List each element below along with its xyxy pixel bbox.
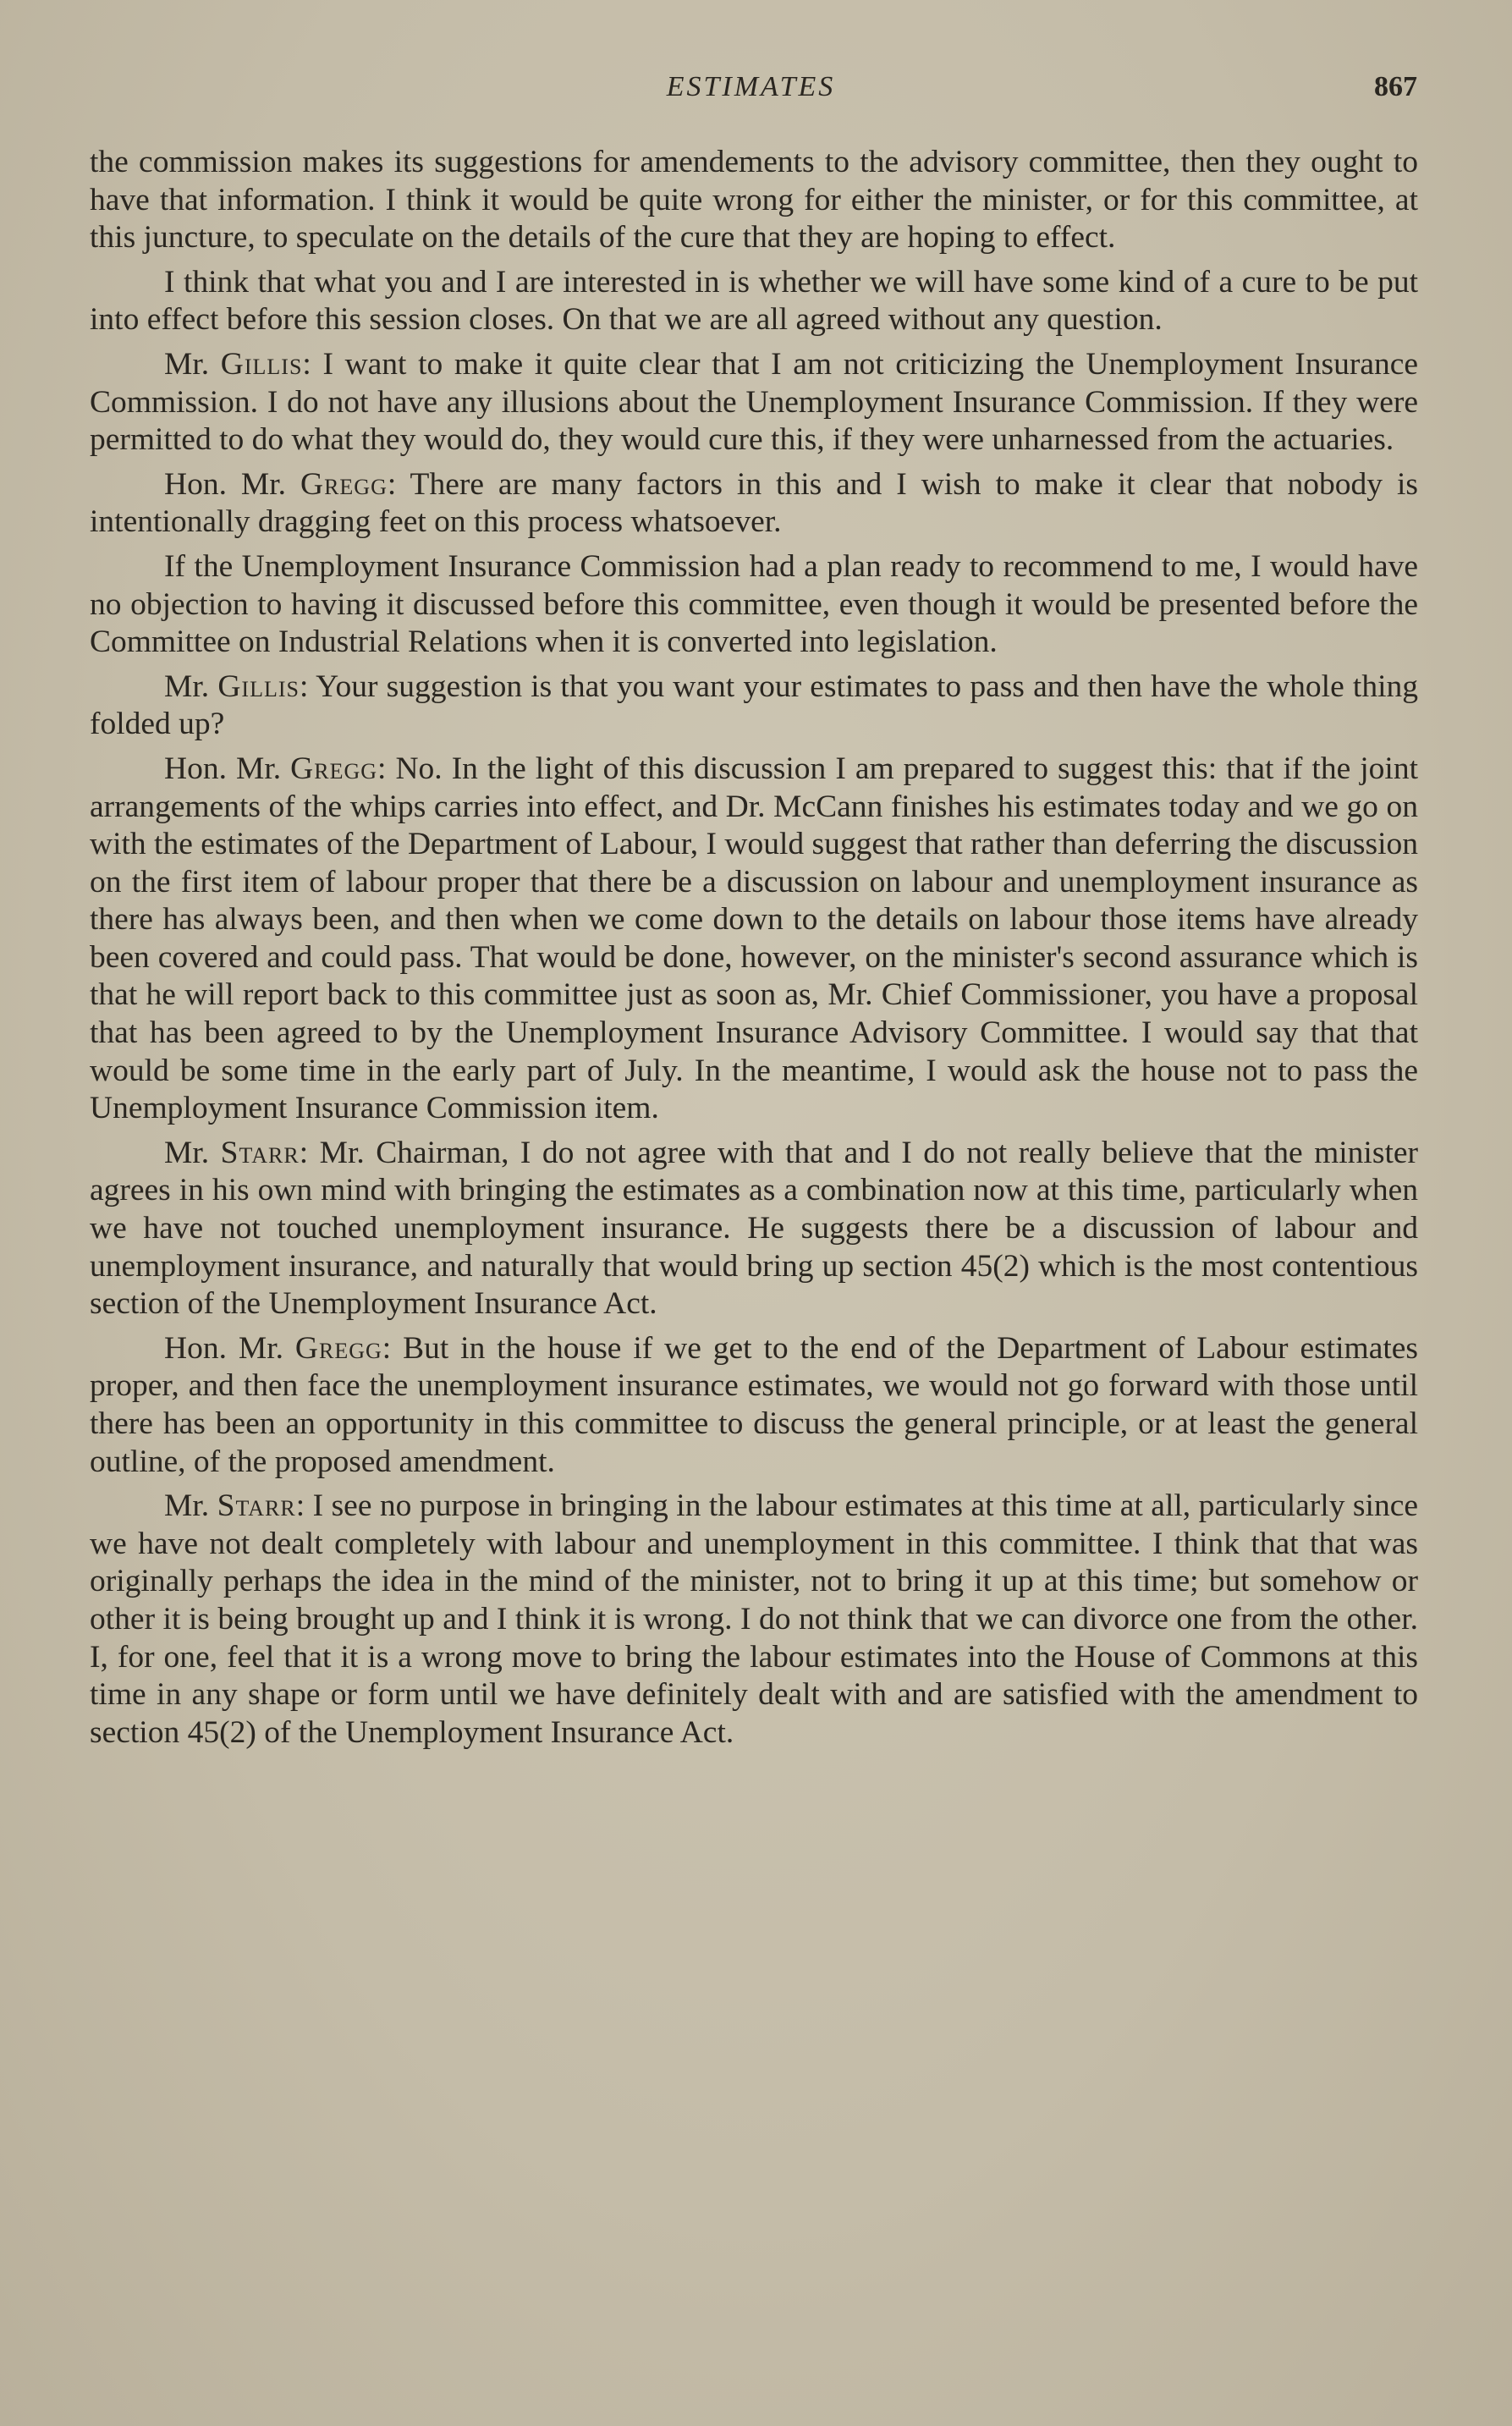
speaker-prefix: Mr. [164,1135,221,1170]
paragraph-text: : I see no purpose in bringing in the labour estimates at this time at all, particularly since we have not dealt completely with labour and unemployment in this committee. I think that that was originally perhaps the idea in the mind of the minister, not to bring it up at this time; but somehow or other it is being brought up and I think it is wrong. I do not think that we can divorce one from the other. I, for one, feel that it is a wrong move to bring the labour estimates into the House of Commons at this time in any shape or form until we have definitely dealt with and are satisfied with the amendment to section 45(2) of the Unemployment Insurance Act. [90,1488,1418,1750]
paragraph-text: : I want to make it quite clear that I am not criticizing the Unemployment Insurance Commission. I do not have any illusions about the Unemployment Insurance Commission. If they were permitted to do what they would do, they would cure this, if they were unharnessed from the actuaries. [90,346,1418,458]
speaker-name: Gregg [294,1330,382,1366]
speaker-prefix: Hon. Mr. [164,1330,295,1366]
paragraph [90,264,1418,339]
speaker-prefix: Mr. [164,346,221,382]
paragraph-text: : But in the house if we get to the end of the Department of Labour estimates proper, and then face the unemployment insurance estimates, we would not go forward with those until there has been an opportunity in this committee to discuss the general principle, or at least the general outline, of the proposed amendment. [90,1330,1418,1479]
speaker-name: Gregg [290,751,378,786]
speaker-name: Gillis [217,668,300,704]
paragraph [90,1135,1418,1323]
paragraph-text: : Your suggestion is that you want your estimates to pass and then have the whole thing folded up? [90,668,1418,742]
paragraph [90,548,1418,662]
speaker-name: Starr [217,1488,296,1524]
speaker-name: Starr [220,1135,300,1170]
paragraph [90,144,1418,257]
paragraph [90,1330,1418,1481]
paragraph [90,346,1418,459]
speaker-prefix: Mr. [164,1488,217,1524]
running-title: ESTIMATES [666,71,836,102]
paragraph-text: I think that what you and I are interested in is whether we will have some kind of a cure to be put into effect before this session closes. On that we are all agreed without any question. [90,264,1418,338]
paragraph-text: : There are many factors in this and I wish to make it clear that nobody is intentionally dragging feet on this process whatsoever. [90,466,1418,540]
paragraph [90,751,1418,1128]
speaker-name: Gillis [220,346,303,382]
page-number: 867 [1374,71,1417,102]
paragraph [90,466,1418,542]
speaker-prefix: Mr. [164,668,218,704]
paragraph [90,1488,1418,1752]
paragraph-text: If the Unemployment Insurance Commission had a plan ready to recommend to me, I would have no objection to having it discussed before this committee, even though it would be presented before the Committee on Industrial Relations when it is converted into legislation. [90,548,1418,660]
speaker-prefix: Hon. Mr. [164,466,300,502]
speaker-prefix: Hon. Mr. [164,751,291,786]
paragraph-text: : Mr. Chairman, I do not agree with that and I do not really believe that the minister agrees in his own mind with bringing the estimates as a combination now at this time, particularly when we have not touched unemployment insurance. He suggests there be a discussion of labour and unemployment insurance, and naturally that would bring up section 45(2) which is the most contentious section of the Unemployment Insurance Act. [90,1135,1418,1322]
paragraph [90,668,1418,744]
running-head [85,71,1417,112]
speaker-name: Gregg [300,466,388,502]
body-text [90,144,1418,1758]
paragraph-text: : No. In the light of this discussion I am prepared to suggest this: that if the joint arrangements of the whips carries into effect, and Dr. McCann finishes his estimates today and we go on with the estimates of the Department of Labour, I would suggest that rather than deferring the discussion on the first item of labour proper that there be a discussion on labour and unemployment insurance as there has always been, and then when we come down to the details on labour those items have already been covered and could pass. That would be done, however, on the minister's second assurance which is that he will report back to this committee just as soon as, Mr. Chief Commissioner, you have a proposal that has been agreed to by the Unemployment Insurance Advisory Committee. I would say that that would be some time in the early part of July. In the meantime, I would ask the house not to pass the Unemployment Insurance Commission item. [90,751,1418,1126]
paragraph-text: the commission makes its suggestions for amendements to the advisory committee, then they ought to have that information. I think it would be quite wrong for either the minister, or for this committee, at this juncture, to speculate on the details of the cure that they are hoping to effect. [90,145,1418,256]
